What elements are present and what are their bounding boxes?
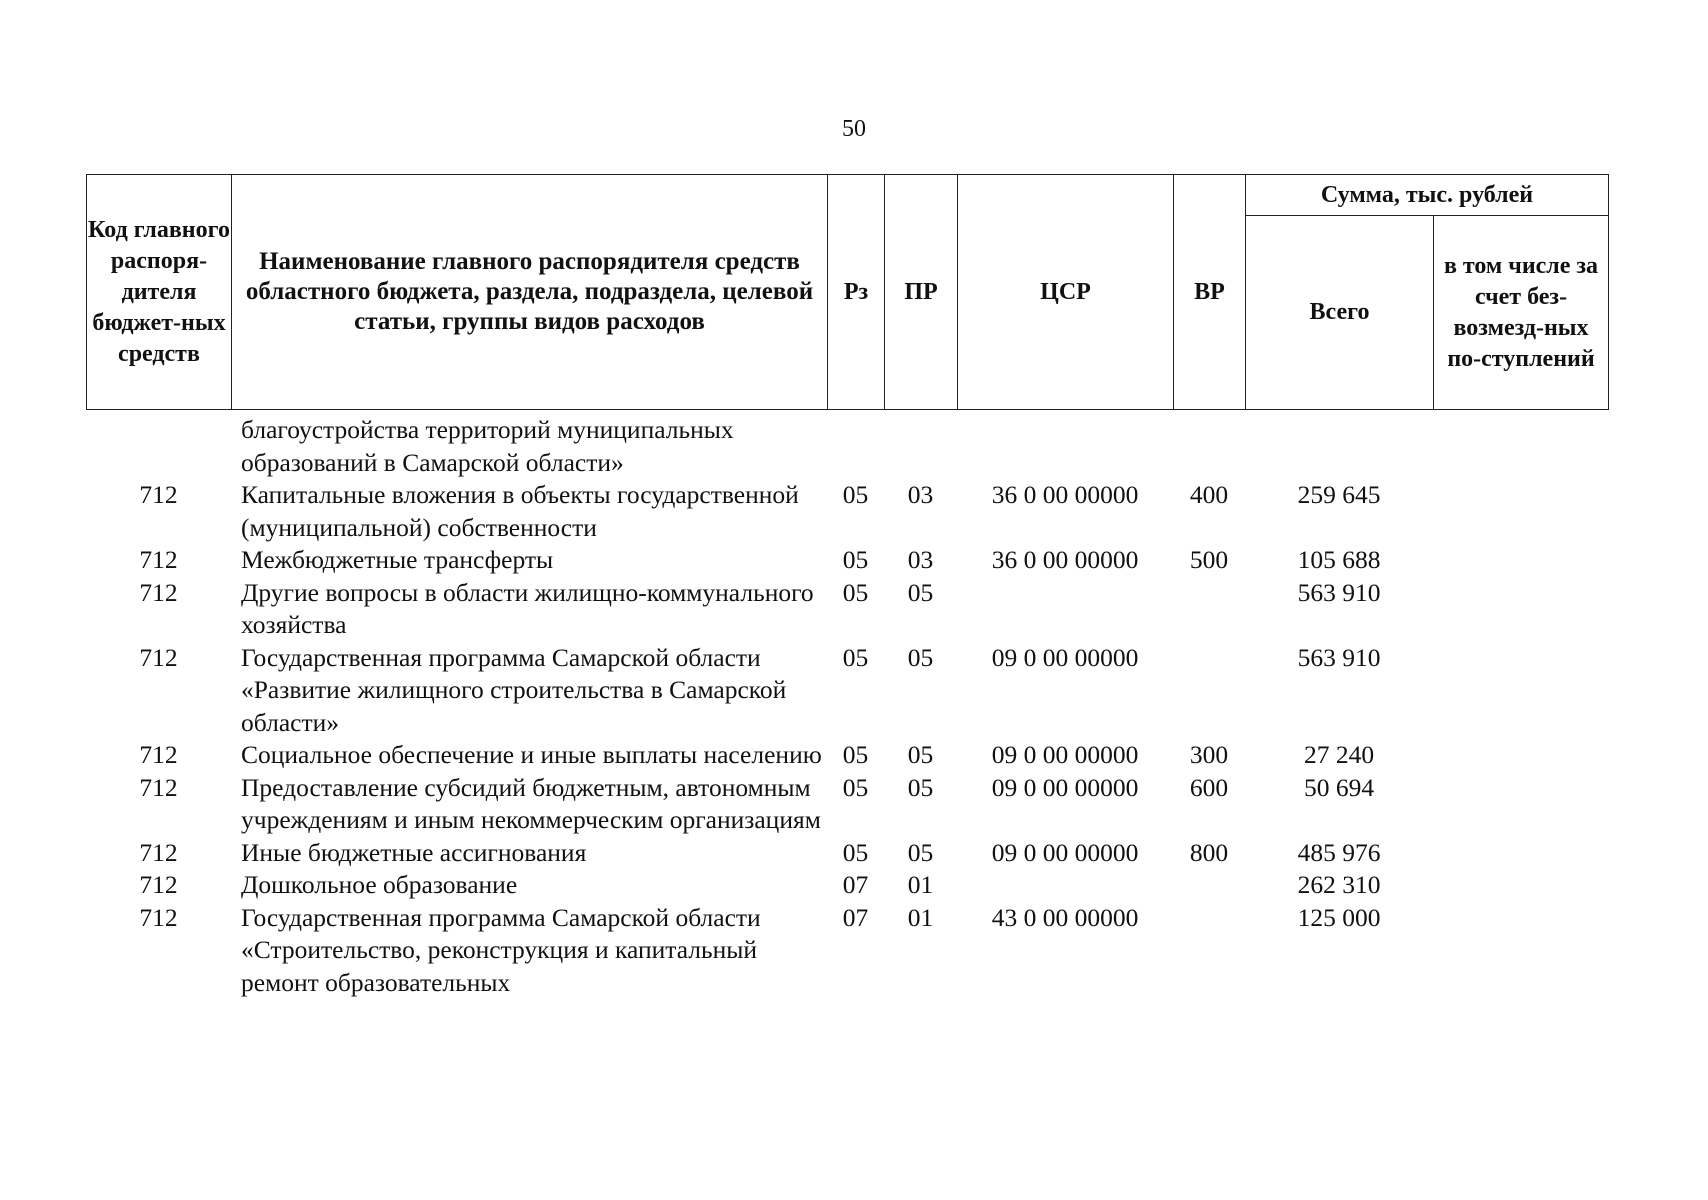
table-row [86, 837, 1608, 870]
cell-vr [1173, 642, 1245, 740]
cell-csr: 09 0 00 00000 [991, 740, 1139, 769]
cell-pr: 03 [907, 545, 934, 574]
table-row [86, 869, 1608, 902]
cell-rz: 05 [842, 642, 869, 672]
cell-csr: 09 0 00 00000 [991, 642, 1139, 672]
cell-incl [1433, 577, 1608, 642]
cell-incl [1433, 902, 1608, 1000]
header-csr: ЦСР [958, 175, 1174, 410]
cell-total [1245, 414, 1433, 479]
cell-code: 712 [139, 577, 178, 607]
cell-vr [1173, 869, 1245, 902]
cell-incl [1433, 642, 1608, 740]
cell-incl [1433, 772, 1608, 837]
cell-csr [957, 577, 1173, 642]
table-header [86, 174, 1609, 410]
cell-vr: 400 [1189, 480, 1229, 509]
table-row [86, 577, 1608, 642]
cell-pr: 05 [907, 772, 934, 802]
cell-total: 563 910 [1297, 642, 1381, 672]
cell-total: 27 240 [1303, 740, 1375, 769]
cell-code: 712 [139, 772, 178, 802]
cell-pr: 03 [907, 480, 934, 509]
cell-csr [957, 869, 1173, 902]
table-row [86, 739, 1608, 772]
cell-rz: 05 [842, 837, 869, 867]
cell-vr: 600 [1189, 772, 1229, 802]
cell-name: благоустройства территорий муниципальных образований в Самарской области» [241, 415, 734, 477]
cell-rz: 05 [842, 577, 869, 607]
table-body [86, 414, 1608, 999]
cell-csr: 36 0 00 00000 [991, 480, 1139, 509]
header-total: Всего [1246, 216, 1434, 410]
cell-rz: 05 [842, 545, 869, 574]
cell-vr: 300 [1189, 740, 1229, 769]
table-row [86, 414, 1608, 479]
header-code: Код главного распоря-дителя бюджет-ных средств [87, 175, 232, 410]
cell-name: Капитальные вложения в объекты государственной (муниципальной) собственности [241, 480, 799, 542]
header-pr: ПР [885, 175, 958, 410]
cell-rz: 07 [842, 870, 869, 899]
table-row [86, 544, 1608, 577]
header-name: Наименование главного распорядителя средств областного бюджета, раздела, подраздела, целевой статьи, группы видов расходов [232, 175, 828, 410]
cell-code: 712 [139, 642, 178, 672]
cell-code: 712 [139, 740, 178, 769]
cell-rz: 05 [842, 480, 869, 509]
cell-total: 262 310 [1297, 870, 1381, 899]
cell-total: 259 645 [1297, 480, 1381, 509]
table-row [86, 642, 1608, 740]
cell-name: Иные бюджетные ассигнования [241, 837, 587, 867]
cell-pr: 05 [907, 577, 934, 607]
cell-vr: 500 [1189, 545, 1229, 574]
cell-name: Государственная программа Самарской области «Строительство, реконструкция и капитальный ремонт образовательных [241, 902, 761, 997]
page-number: 50 [842, 116, 866, 142]
cell-vr [1173, 902, 1245, 1000]
cell-name: Государственная программа Самарской области «Развитие жилищного строительства в Самарской области» [241, 642, 787, 737]
cell-rz [827, 414, 884, 479]
cell-vr [1173, 414, 1245, 479]
cell-code: 712 [139, 480, 178, 509]
cell-code: 712 [139, 837, 178, 867]
table-row [86, 479, 1608, 544]
cell-name: Дошкольное образование [241, 870, 518, 899]
table-row [86, 902, 1608, 1000]
cell-total: 105 688 [1297, 545, 1381, 574]
cell-name: Социальное обеспечение и иные выплаты населению [241, 740, 822, 769]
cell-code: 712 [139, 545, 178, 574]
cell-total: 125 000 [1297, 902, 1381, 932]
cell-vr: 800 [1189, 837, 1229, 867]
cell-total: 563 910 [1297, 577, 1381, 607]
cell-incl [1433, 544, 1608, 577]
cell-pr: 05 [907, 642, 934, 672]
cell-incl [1433, 479, 1608, 544]
header-vr: ВР [1174, 175, 1246, 410]
cell-rz: 05 [842, 772, 869, 802]
cell-csr: 43 0 00 00000 [991, 902, 1139, 932]
cell-csr: 09 0 00 00000 [991, 772, 1139, 802]
cell-code: 712 [139, 902, 178, 932]
cell-pr: 01 [907, 902, 934, 932]
cell-incl [1433, 869, 1608, 902]
table-row [86, 772, 1608, 837]
cell-csr: 09 0 00 00000 [991, 837, 1139, 867]
cell-csr: 36 0 00 00000 [991, 545, 1139, 574]
header-incl: в том числе за счет без-возмезд-ных по-ступлений [1434, 216, 1609, 410]
cell-incl [1433, 837, 1608, 870]
cell-name: Другие вопросы в области жилищно-коммунального хозяйства [241, 577, 814, 639]
cell-name: Межбюджетные трансферты [241, 545, 554, 574]
header-sum-title: Сумма, тыс. рублей [1246, 175, 1609, 216]
cell-pr: 01 [907, 870, 934, 899]
cell-pr: 05 [907, 740, 934, 769]
cell-name: Предоставление субсидий бюджетным, автономным учреждениям и иным некоммерческим организациям [241, 772, 821, 834]
cell-csr [957, 414, 1173, 479]
cell-total: 50 694 [1303, 772, 1375, 802]
cell-incl [1433, 739, 1608, 772]
cell-rz: 07 [842, 902, 869, 932]
header-rz: Рз [828, 175, 885, 410]
cell-vr [1173, 577, 1245, 642]
cell-pr [884, 414, 957, 479]
cell-total: 485 976 [1297, 837, 1381, 867]
cell-code [86, 414, 231, 479]
cell-code: 712 [139, 870, 178, 899]
cell-pr: 05 [907, 837, 934, 867]
cell-rz: 05 [842, 740, 869, 769]
cell-incl [1433, 414, 1608, 479]
